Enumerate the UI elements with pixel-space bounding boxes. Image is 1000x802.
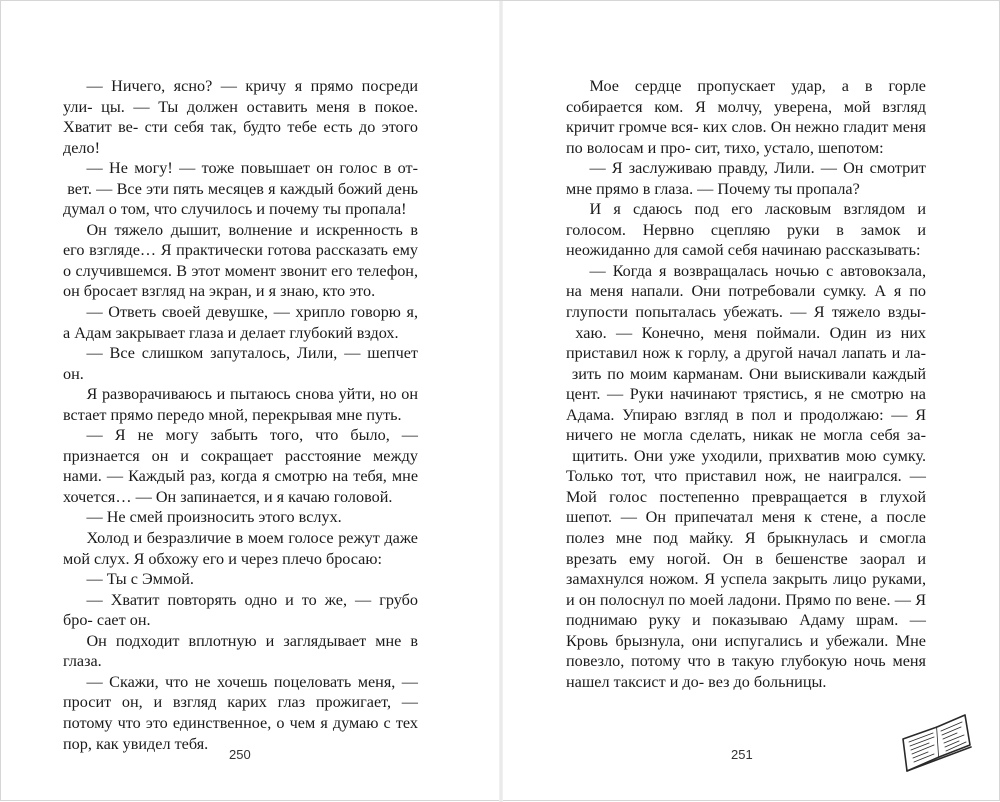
paragraph: И я сдаюсь под его ласковым взглядом и голосом. Нервно сцепляю руки в замок и неожиданно для самой себя начинаю рассказывать: bbox=[566, 200, 926, 260]
paragraph: Он подходит вплотную и заглядывает мне в глаза. bbox=[63, 631, 418, 671]
page-number-right: 251 bbox=[731, 747, 753, 762]
paragraph: — Ничего, ясно? — кричу я прямо посреди ули- цы. — Ты должен оставить меня в покое. Хватит ве- сти себя так, будто тебе есть до этого дело! bbox=[63, 77, 418, 157]
paragraph: — Не могу! — тоже повышает он голос в от- вет. — Все эти пять месяцев я каждый божий день думал о том, что случилось и почему ты пропала! bbox=[63, 159, 418, 219]
open-book-icon bbox=[899, 711, 974, 776]
paragraph: — Скажи, что не хочешь поцеловать меня, — просит он, и взгляд карих глаз прожигает, — потому что это единственное, о чем я думаю с тех пор, как увидел тебя. bbox=[63, 672, 418, 753]
paragraph: — Хватит повторять одно и то же, — грубо бро- сает он. bbox=[63, 590, 418, 630]
paragraph: Мое сердце пропускает удар, а в горле собирается ком. Я молчу, уверена, мой взгляд кричит громче вся- ких слов. Он нежно гладит меня по волосам и про- сит, тихо, устало, шепотом: bbox=[566, 77, 926, 157]
paragraph: — Не смей произносить этого вслух. bbox=[86, 508, 342, 527]
left-page-text bbox=[63, 76, 418, 754]
page-number-left: 250 bbox=[229, 747, 251, 762]
book-gutter bbox=[499, 1, 503, 802]
paragraph: Холод и безразличие в моем голосе режут даже мой слух. Я обхожу его и через плечо бросаю: bbox=[63, 529, 418, 568]
paragraph: — Все слишком запуталось, Лили, — шепчет он. bbox=[63, 344, 418, 383]
paragraph: Я разворачиваюсь и пытаюсь снова уйти, но он встает прямо передо мной, перекрывая мне путь. bbox=[63, 385, 418, 424]
paragraph: — Ответь своей девушке, — хрипло говорю я, а Адам закрывает глаза и делает глубокий вздох. bbox=[63, 303, 418, 342]
paragraph: Он тяжело дышит, волнение и искренность в его взгляде… Я практически готова рассказать ему о случившемся. В этот момент звонит его телефон, он бросает взгляд на экран, и я знаю, кто это. bbox=[63, 220, 418, 301]
paragraph: — Когда я возвращалась ночью с автовокзала, на меня напали. Они потребовали сумку. А я по глупости попыталась убежать. — Я тяжело взды- хаю. — Конечно, меня поймали. Один из них приставил нож к горлу, а другой начал лапать и ла- зить по моим карманам. Они выискивали каждый цент. — Руки начинают трястись, я не смотрю на Адама. Упираю взгляд в пол и продолжаю: — Я ничего не могла сделать, никак не могла себя за- щитить. Они уже уходили, прихватив мою сумку. Только тот, что приставил нож, не наигрался. — Мой голос постепенно превращается в глухой шепот. — Он припечатал меня к стене, а после полез мне под майку. Я брыкнулась и смогла врезать ему ногой. Он в бешенстве заорал и замахнулся ножом. Я успела закрыть лицо руками, и он полоснул по моей ладони. Прямо по вене. — Я поднимаю руку и показываю Адаму шрам. — Кровь брызнула, они испугались и убежали. Мне повезло, потому что в такую глубокую ночь меня нашел таксист и до- вез до больницы. bbox=[566, 261, 926, 691]
paragraph: — Ты с Эммой. bbox=[86, 570, 194, 589]
paragraph: — Я не могу забыть того, что было, — признается он и сокращает расстояние между нами. — Каждый раз, когда я смотрю на тебя, мне хочется… — Он запинается, и я качаю головой. bbox=[63, 426, 418, 506]
right-page-text bbox=[566, 76, 926, 692]
paragraph: — Я заслуживаю правду, Лили. — Он смотрит мне прямо в глаза. — Почему ты пропала? bbox=[566, 159, 926, 198]
